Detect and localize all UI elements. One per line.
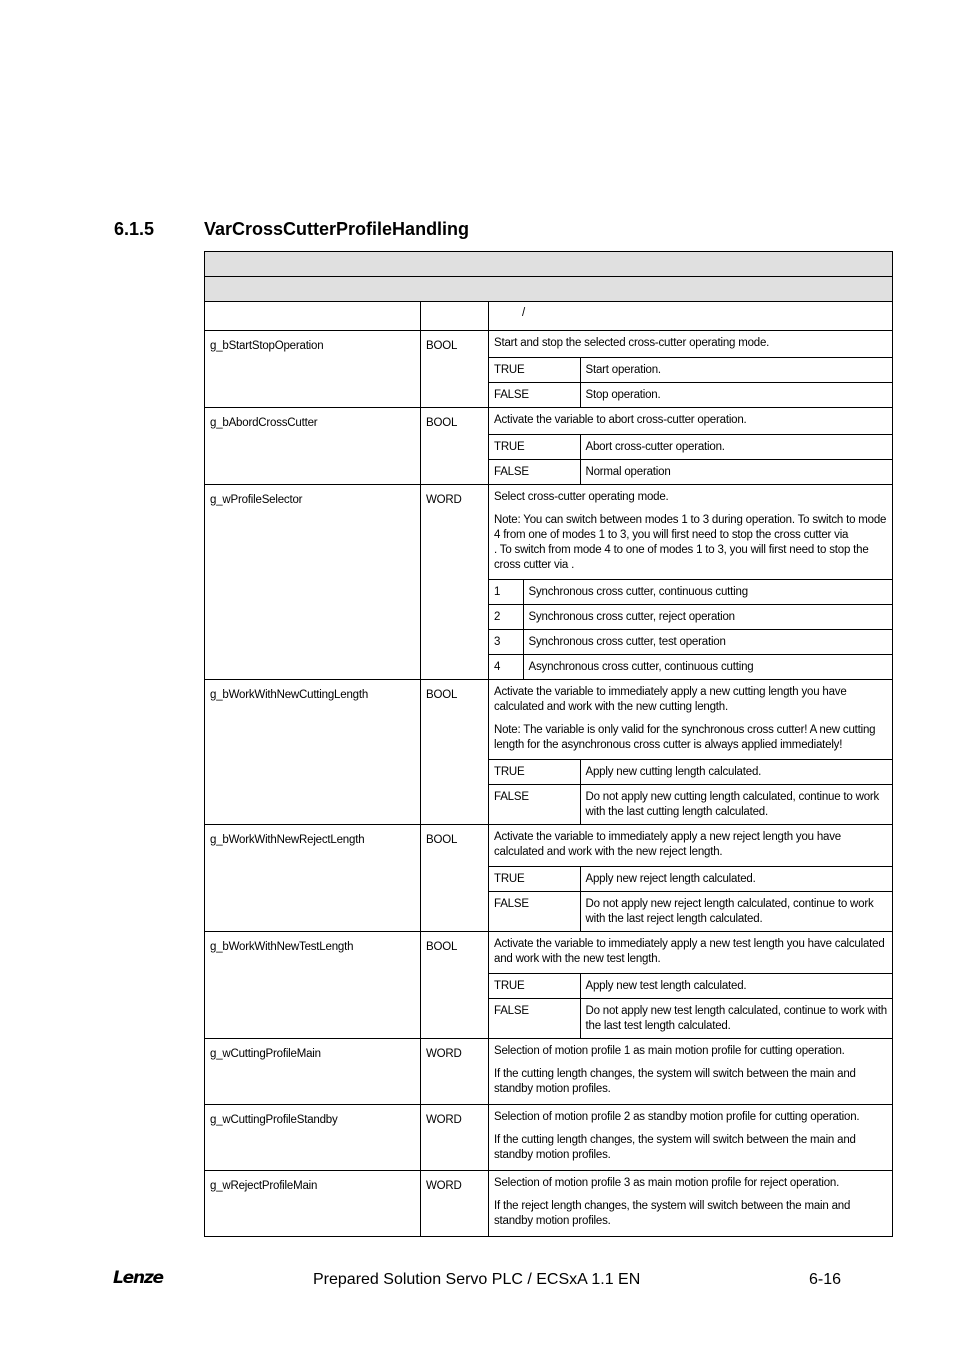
value-key: FALSE	[489, 460, 580, 485]
value-row	[489, 358, 892, 383]
value-meaning: Apply new cutting length calculated.	[580, 760, 892, 785]
variable-type: WORD	[421, 1039, 489, 1105]
description-paragraph: Activate the variable to immediately apply a new test length you have calculated and work with the new test length.	[494, 938, 885, 965]
variable-description	[489, 680, 893, 825]
value-table	[489, 866, 892, 931]
variable-name: g_bStartStopOperation	[205, 331, 421, 408]
value-table	[489, 973, 892, 1038]
value-row	[489, 580, 892, 605]
description-paragraph: Selection of motion profile 2 as standby motion profile for cutting operation.	[494, 1111, 860, 1123]
description-text	[489, 1171, 892, 1236]
variable-type: BOOL	[421, 331, 489, 408]
variable-type: BOOL	[421, 680, 489, 825]
value-meaning: Stop operation.	[580, 383, 892, 408]
table-row	[205, 331, 893, 408]
value-meaning: Do not apply new reject length calculated, continue to work with the last reject length calculated.	[580, 892, 892, 932]
value-table	[489, 357, 892, 407]
value-row	[489, 383, 892, 408]
variable-description	[489, 932, 893, 1039]
value-table	[489, 579, 892, 679]
description-text	[489, 1105, 892, 1170]
table-row	[205, 408, 893, 485]
header-type-cell	[421, 302, 489, 331]
value-meaning: Synchronous cross cutter, test operation	[523, 630, 892, 655]
description-text	[489, 485, 892, 579]
table-header-row	[205, 302, 893, 331]
variable-name: g_wProfileSelector	[205, 485, 421, 680]
value-meaning: Apply new test length calculated.	[580, 974, 892, 999]
value-row	[489, 605, 892, 630]
value-key: FALSE	[489, 892, 580, 932]
variable-description	[489, 1039, 893, 1105]
value-key: FALSE	[489, 999, 580, 1039]
value-meaning: Synchronous cross cutter, reject operation	[523, 605, 892, 630]
description-paragraph: Activate the variable to immediately apply a new reject length you have calculated and work with the new reject length.	[494, 831, 841, 858]
header-name-cell	[205, 302, 421, 331]
table-row	[205, 1039, 893, 1105]
variable-type: BOOL	[421, 408, 489, 485]
table-subtitle-cell	[205, 277, 893, 302]
description-paragraph: Start and stop the selected cross-cutter operating mode.	[494, 337, 770, 349]
description-paragraph: Selection of motion profile 3 as main motion profile for reject operation.	[494, 1177, 840, 1189]
description-text	[489, 825, 892, 866]
variable-name: g_wCuttingProfileStandby	[205, 1105, 421, 1171]
value-row	[489, 460, 892, 485]
value-meaning: Normal operation	[580, 460, 892, 485]
description-text	[489, 1039, 892, 1104]
page-number: 6-16	[809, 1271, 842, 1288]
variable-name: g_bAbordCrossCutter	[205, 408, 421, 485]
value-row	[489, 785, 892, 825]
section-heading	[114, 219, 469, 240]
value-key: FALSE	[489, 785, 580, 825]
table-subtitle-row	[205, 277, 893, 302]
section-title: VarCrossCutterProfileHandling	[204, 219, 470, 239]
value-meaning: Start operation.	[580, 358, 892, 383]
description-text	[489, 932, 892, 973]
description-paragraph: If the cutting length changes, the system will switch between the main and standby motion profiles.	[494, 1068, 856, 1095]
lenze-logo: Lenze	[113, 1268, 163, 1288]
table-title-row	[205, 252, 893, 277]
description-text	[489, 331, 892, 357]
value-key: TRUE	[489, 358, 580, 383]
value-key: 4	[489, 655, 523, 680]
variable-type: WORD	[421, 1171, 489, 1237]
value-row	[489, 867, 892, 892]
value-key: 2	[489, 605, 523, 630]
value-row	[489, 655, 892, 680]
value-meaning: Do not apply new test length calculated, continue to work with the last test length calculated.	[580, 999, 892, 1039]
variable-type: WORD	[421, 485, 489, 680]
section-number: 6.1.5	[114, 219, 155, 239]
table-row	[205, 1105, 893, 1171]
variable-name: g_bWorkWithNewCuttingLength	[205, 680, 421, 825]
variable-name: g_bWorkWithNewTestLength	[205, 932, 421, 1039]
value-key: 1	[489, 580, 523, 605]
value-row	[489, 630, 892, 655]
value-key: FALSE	[489, 383, 580, 408]
header-description-cell	[489, 302, 893, 331]
page-footer	[0, 1268, 954, 1294]
value-row	[489, 435, 892, 460]
description-paragraph: Selection of motion profile 1 as main motion profile for cutting operation.	[494, 1045, 845, 1057]
description-paragraph: If the cutting length changes, the system will switch between the main and standby motion profiles.	[494, 1134, 856, 1161]
table-row	[205, 680, 893, 825]
variable-description	[489, 825, 893, 932]
description-paragraph: Note: You can switch between modes 1 to 3 during operation. To switch to mode 4 from one of modes 1 to 3, you will first need to stop the cross cutter via . To switch from mode 4 to one of modes 1 to 3, you will first need to stop the cross cutter via .	[494, 514, 887, 571]
value-meaning: Abort cross-cutter operation.	[580, 435, 892, 460]
variable-type: BOOL	[421, 932, 489, 1039]
description-text	[489, 408, 892, 434]
value-meaning: Asynchronous cross cutter, continuous cutting	[523, 655, 892, 680]
value-row	[489, 892, 892, 932]
variable-description	[489, 408, 893, 485]
variable-description	[489, 485, 893, 680]
value-key: TRUE	[489, 974, 580, 999]
variable-description	[489, 331, 893, 408]
description-text	[489, 680, 892, 759]
table-title-cell	[205, 252, 893, 277]
value-meaning: Synchronous cross cutter, continuous cutting	[523, 580, 892, 605]
description-paragraph: Note: The variable is only valid for the synchronous cross cutter! A new cutting length for the asynchronous cross cutter is always applied immediately!	[494, 724, 876, 751]
table-row	[205, 1171, 893, 1237]
description-paragraph: Activate the variable to immediately apply a new cutting length you have calculated and work with the new cutting length.	[494, 686, 847, 713]
value-key: TRUE	[489, 435, 580, 460]
description-paragraph: Select cross-cutter operating mode.	[494, 491, 669, 503]
table-row	[205, 825, 893, 932]
value-row	[489, 760, 892, 785]
variable-name: g_wRejectProfileMain	[205, 1171, 421, 1237]
footer-title: Prepared Solution Servo PLC / ECSxA 1.1 EN	[313, 1271, 641, 1288]
value-key: 3	[489, 630, 523, 655]
value-key: TRUE	[489, 867, 580, 892]
value-row	[489, 974, 892, 999]
variable-description	[489, 1171, 893, 1237]
variable-table	[204, 251, 893, 1237]
variable-type: WORD	[421, 1105, 489, 1171]
description-paragraph: If the reject length changes, the system will switch between the main and standby motion profiles.	[494, 1200, 851, 1227]
value-key: TRUE	[489, 760, 580, 785]
description-paragraph: Activate the variable to abort cross-cutter operation.	[494, 414, 747, 426]
variable-name: g_wCuttingProfileMain	[205, 1039, 421, 1105]
value-table	[489, 759, 892, 824]
header-slash: /	[522, 307, 525, 319]
variable-type: BOOL	[421, 825, 489, 932]
value-meaning: Do not apply new cutting length calculated, continue to work with the last cutting length calculated.	[580, 785, 892, 825]
variable-description	[489, 1105, 893, 1171]
value-row	[489, 999, 892, 1039]
table-row	[205, 932, 893, 1039]
variable-name: g_bWorkWithNewRejectLength	[205, 825, 421, 932]
table-row	[205, 485, 893, 680]
value-meaning: Apply new reject length calculated.	[580, 867, 892, 892]
value-table	[489, 434, 892, 484]
